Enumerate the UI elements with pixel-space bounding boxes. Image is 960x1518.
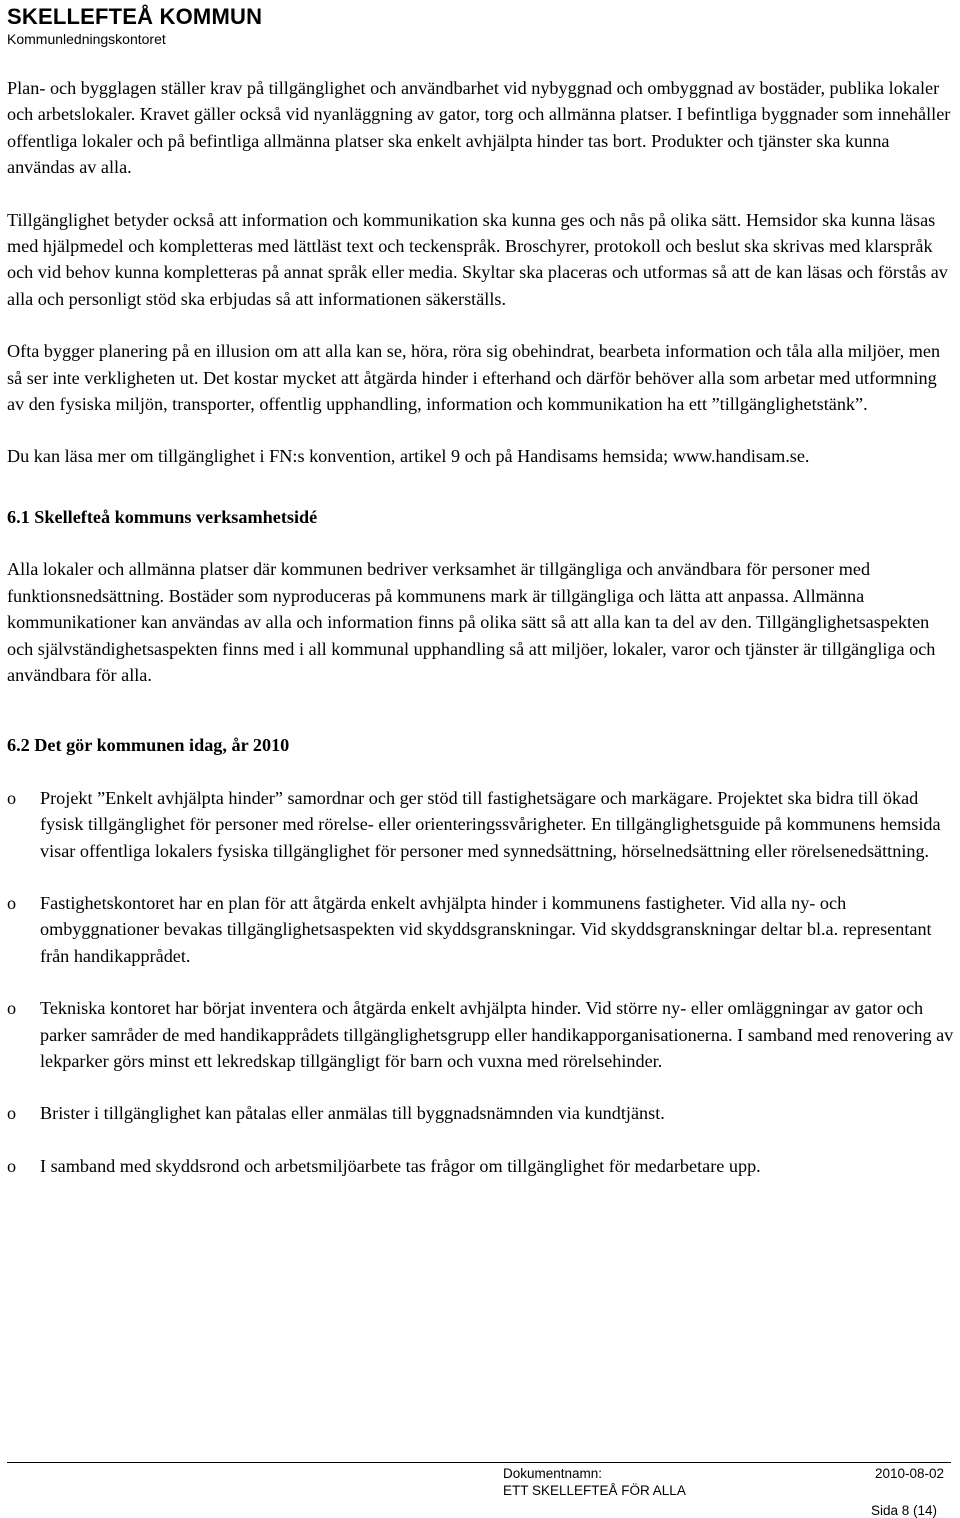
document-name: ETT SKELLEFTEÅ FÖR ALLA — [503, 1483, 686, 1498]
document-body — [7, 75, 955, 1205]
list-item-text: Projekt ”Enkelt avhjälpta hinder” samordnar och ger stöd till fastighetsägare och markägare. Projektet ska bidra till ökad fysisk tillgänglighet för personer med rörelse- eller orienteringssvårigheter. En tillgänglighetsguide på kommunens hemsida visar offentliga lokalers fysiska tillgänglighet för personer med synnedsättning, hörselnedsättning eller rörelsenedsättning. — [40, 787, 941, 861]
page-number: Sida 8 (14) — [870, 1503, 937, 1518]
paragraph: Tillgänglighet betyder också att information och kommunikation ska kunna ges och nås på olika sätt. Hemsidor ska kunna läsas med hjälpmedel och kompletteras med lättläst text och teckenspråk. Broschyrer, protokoll och beslut ska skrivas med klarspråk och vid behov kunna kompletteras på annat språk eller media. Skyltar ska placeras och utformas så att de kan läsas och förstås av alla och personligt stöd ska erbjudas så att informationen säkerställs. — [7, 209, 948, 309]
bullet-list — [7, 785, 955, 1179]
page-header — [7, 4, 262, 48]
list-item-text: I samband med skyddsrond och arbetsmiljöarbete tas frågor om tillgänglighet för medarbetare upp. — [40, 1155, 761, 1176]
list-item — [7, 1153, 955, 1179]
organization-name: SKELLEFTEÅ KOMMUN — [7, 4, 263, 29]
document-name-label: Dokumentnamn: — [503, 1466, 603, 1481]
paragraph: Alla lokaler och allmänna platser där kommunen bedriver verksamhet är tillgängliga och användbara för personer med funktionsnedsättning. Bostäder som nyproduceras på kommunens mark är tillgängliga och lätta att anpassa. Allmänna kommunikationer kan användas av alla och information finns på olika sätt så att alla kan ta del av den. Tillgänglighetsaspekten och självständighetsaspekten finns med i all kommunal upphandling så att miljöer, lokaler, varor och tjänster är tillgängliga och användbara för alla. — [7, 559, 936, 685]
section-heading: 6.1 Skellefteå kommuns verksamhetsidé — [7, 506, 318, 527]
bullet-marker: o — [7, 787, 17, 808]
bullet-marker: o — [7, 1103, 17, 1124]
list-item-text: Tekniska kontoret har börjat inventera och åtgärda enkelt avhjälpta hinder. Vid större ny- eller omläggningar av gator och parker samråder de med handikapprådets tillgänglighetsgrupp eller handikapporganisationerna. I samband med renovering av lekparker görs minst ett lekredskap tillgängligt för barn och vuxna med rörelsehinder. — [40, 998, 954, 1071]
paragraph: Plan- och bygglagen ställer krav på tillgänglighet och användbarhet vid nybyggnad och ombyggnad av bostäder, publika lokaler och arbetslokaler. Kravet gäller också vid nyanläggning av gator, torg och allmänna platser. I befintliga byggnader som innehåller offentliga lokaler och på befintliga allmänna platser ska enkelt avhjälpta hinder tas bort. Produkter och tjänster ska kunna användas av alla. — [7, 78, 951, 178]
paragraph: Du kan läsa mer om tillgänglighet i FN:s konvention, artikel 9 och på Handisams hemsida; www.handisam.se. — [7, 446, 810, 467]
bullet-marker: o — [7, 1155, 17, 1176]
list-item — [7, 890, 955, 969]
department-name: Kommunledningskontoret — [7, 31, 166, 47]
section-heading: 6.2 Det gör kommunen idag, år 2010 — [7, 735, 290, 756]
paragraph: Ofta bygger planering på en illusion om att alla kan se, höra, röra sig obehindrat, bearbeta information och tåla alla miljöer, men så ser inte verkligheten ut. Det kostar mycket att åtgärda hinder i efterhand och därför behöver alla som arbetar med utformning av den fysiska miljön, transporter, offentlig upphandling, information och kommunikation ha ett ”tillgänglighetstänk”. — [7, 341, 941, 415]
list-item — [7, 1100, 955, 1126]
bullet-marker: o — [7, 892, 17, 913]
bullet-marker: o — [7, 998, 17, 1019]
document-date: 2010-08-02 — [874, 1466, 944, 1481]
footer-info — [7, 1466, 951, 1518]
list-item — [7, 785, 955, 864]
list-item-text: Fastighetskontoret har en plan för att åtgärda enkelt avhjälpta hinder i kommunens fastigheter. Vid alla ny- och ombyggnationer bevakas tillgänglighetsaspekten vid skyddsgranskningar. Vid skyddsgranskningar deltar bl.a. representant från handikapprådet. — [40, 892, 932, 966]
list-item-text: Brister i tillgänglighet kan påtalas eller anmälas till byggnadsnämnden via kundtjänst. — [40, 1103, 665, 1124]
footer-divider — [7, 1462, 951, 1463]
page-footer — [7, 1462, 951, 1518]
list-item — [7, 995, 955, 1074]
